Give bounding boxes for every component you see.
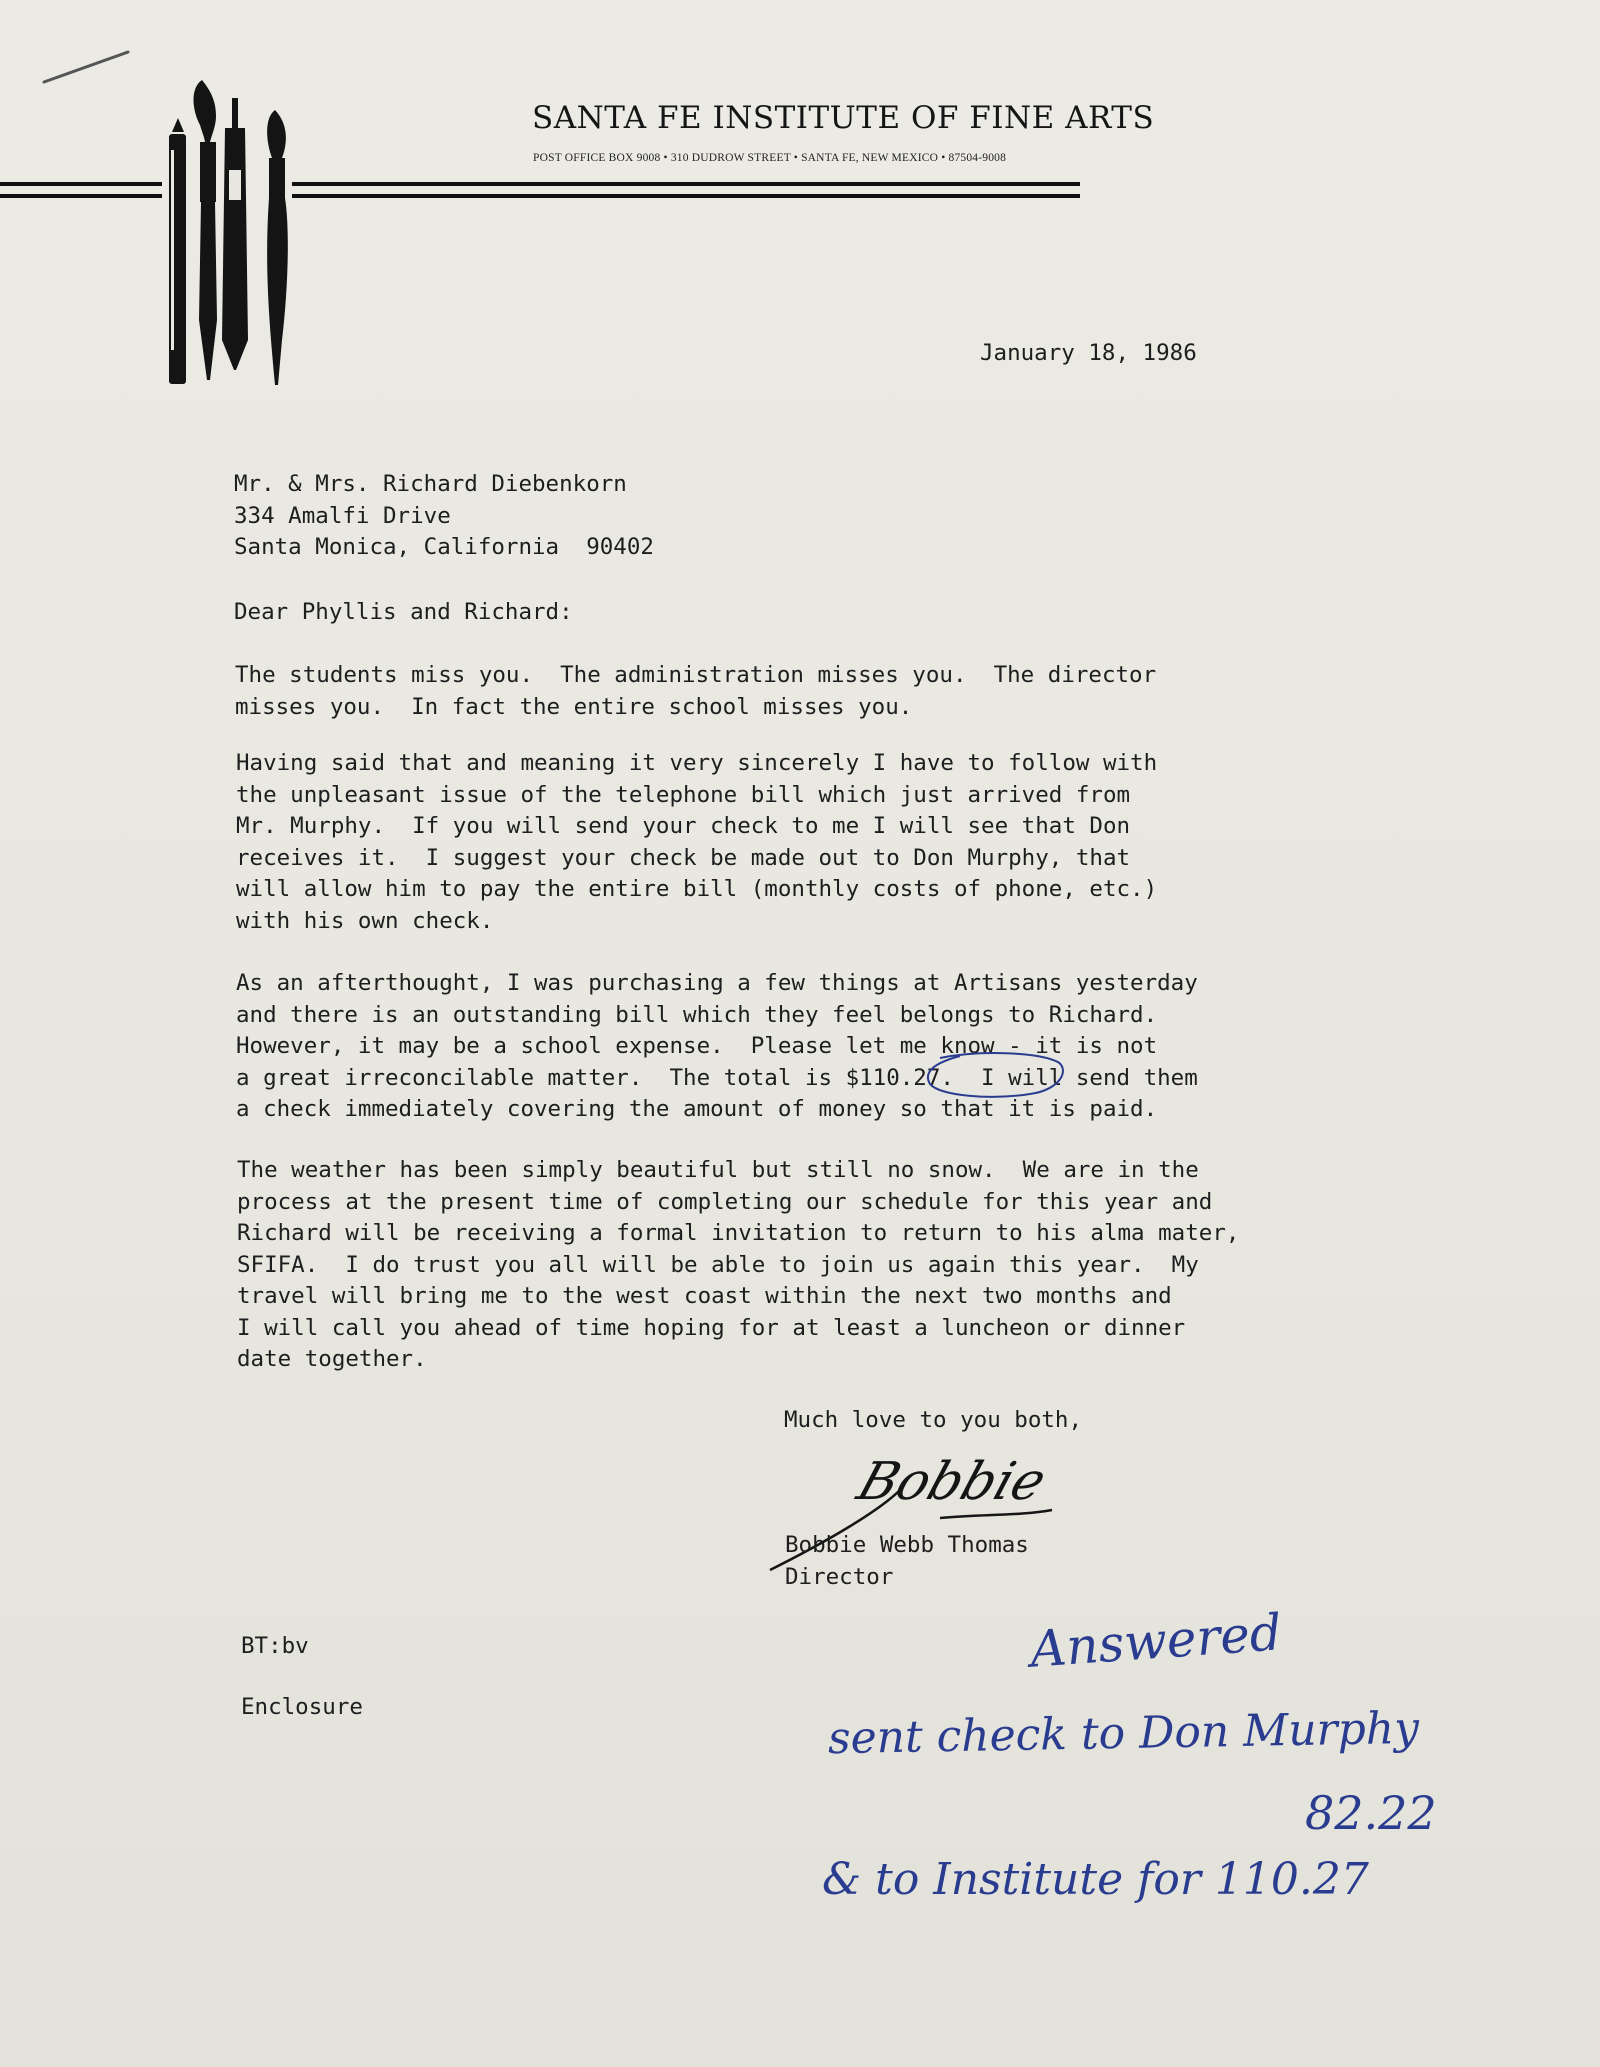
annotation-institute: & to Institute for 110.27 [822, 1854, 1369, 1905]
paragraph-2: Having said that and meaning it very sincerely I have to follow with the unpleasant issue of the telephone bill which just arrived from Mr. Murphy. If you will send your check to me I will see that Don receives it. I suggest your check be made out to Don Murphy, that will allow him to pay the entire bill (monthly costs of phone, etc.) with his own check. [236, 750, 1158, 934]
letter-date: January 18, 1986 [980, 340, 1197, 366]
recipient-line-2: 334 Amalfi Drive [234, 502, 451, 529]
paintbrush-icon [194, 80, 218, 380]
typist-initials: BT:bv [241, 1633, 309, 1659]
paragraph-4: The weather has been simply beautiful but still no snow. We are in the process at the present time of completing our schedule for this year and Richard will be receiving a formal invitation to return to his alma mater, SFIFA. I do trust you all will be able to join us again this year. My travel will bring me to the west coast within the next two months and I will call you ahead of time hoping for at least a luncheon or dinner date together. [237, 1157, 1240, 1372]
amount-circle-annotation [920, 1048, 1070, 1102]
letterhead-rule-left-top [0, 182, 162, 186]
annotation-sent-check: sent check to Don Murphy [827, 1702, 1420, 1765]
art-tools-logo-icon [150, 70, 300, 390]
signer-title: Director [785, 1564, 894, 1590]
letterhead-rule-right-top [292, 182, 1080, 186]
letterhead-rule-right-bottom [292, 194, 1080, 198]
pen-nib-icon [222, 98, 248, 370]
closing: Much love to you both, [784, 1407, 1083, 1433]
handwritten-signature: Bobbie [850, 1452, 1054, 1512]
recipient-line-1: Mr. & Mrs. Richard Diebenkorn [234, 471, 627, 497]
recipient-address [234, 469, 654, 564]
letterhead-rule-left-bottom [0, 194, 162, 198]
enclosure-note: Enclosure [241, 1694, 363, 1720]
annotation-answered: Answered [1028, 1603, 1284, 1679]
salutation: Dear Phyllis and Richard: [234, 599, 573, 625]
signer-name: Bobbie Webb Thomas [785, 1532, 1029, 1558]
recipient-line-3: Santa Monica, California 90402 [234, 534, 654, 560]
letterhead-address: POST OFFICE BOX 9008 • 310 DUDROW STREET • SANTA FE, NEW MEXICO • 87504-9008 [533, 152, 1007, 164]
annotation-amount-1: 82.22 [1305, 1786, 1437, 1840]
paragraph-3: As an afterthought, I was purchasing a few things at Artisans yesterday and there is an outstanding bill which they feel belongs to Richard. However, it may be a school expense. Please let me know - it is not a great irreconcilable matter. The total is $110.27. I will send them a check immediately covering the amount of money so that it is paid. [236, 970, 1198, 1122]
paragraph-1: The students miss you. The administration misses you. The director misses you. In fact the entire school misses you. [235, 662, 1157, 720]
pen-mark-icon [40, 44, 135, 89]
letterhead-institution-name: SANTA FE INSTITUTE OF FINE ARTS [532, 100, 1155, 136]
pencil-icon [169, 118, 186, 384]
paintbrush-icon-2 [267, 110, 288, 385]
